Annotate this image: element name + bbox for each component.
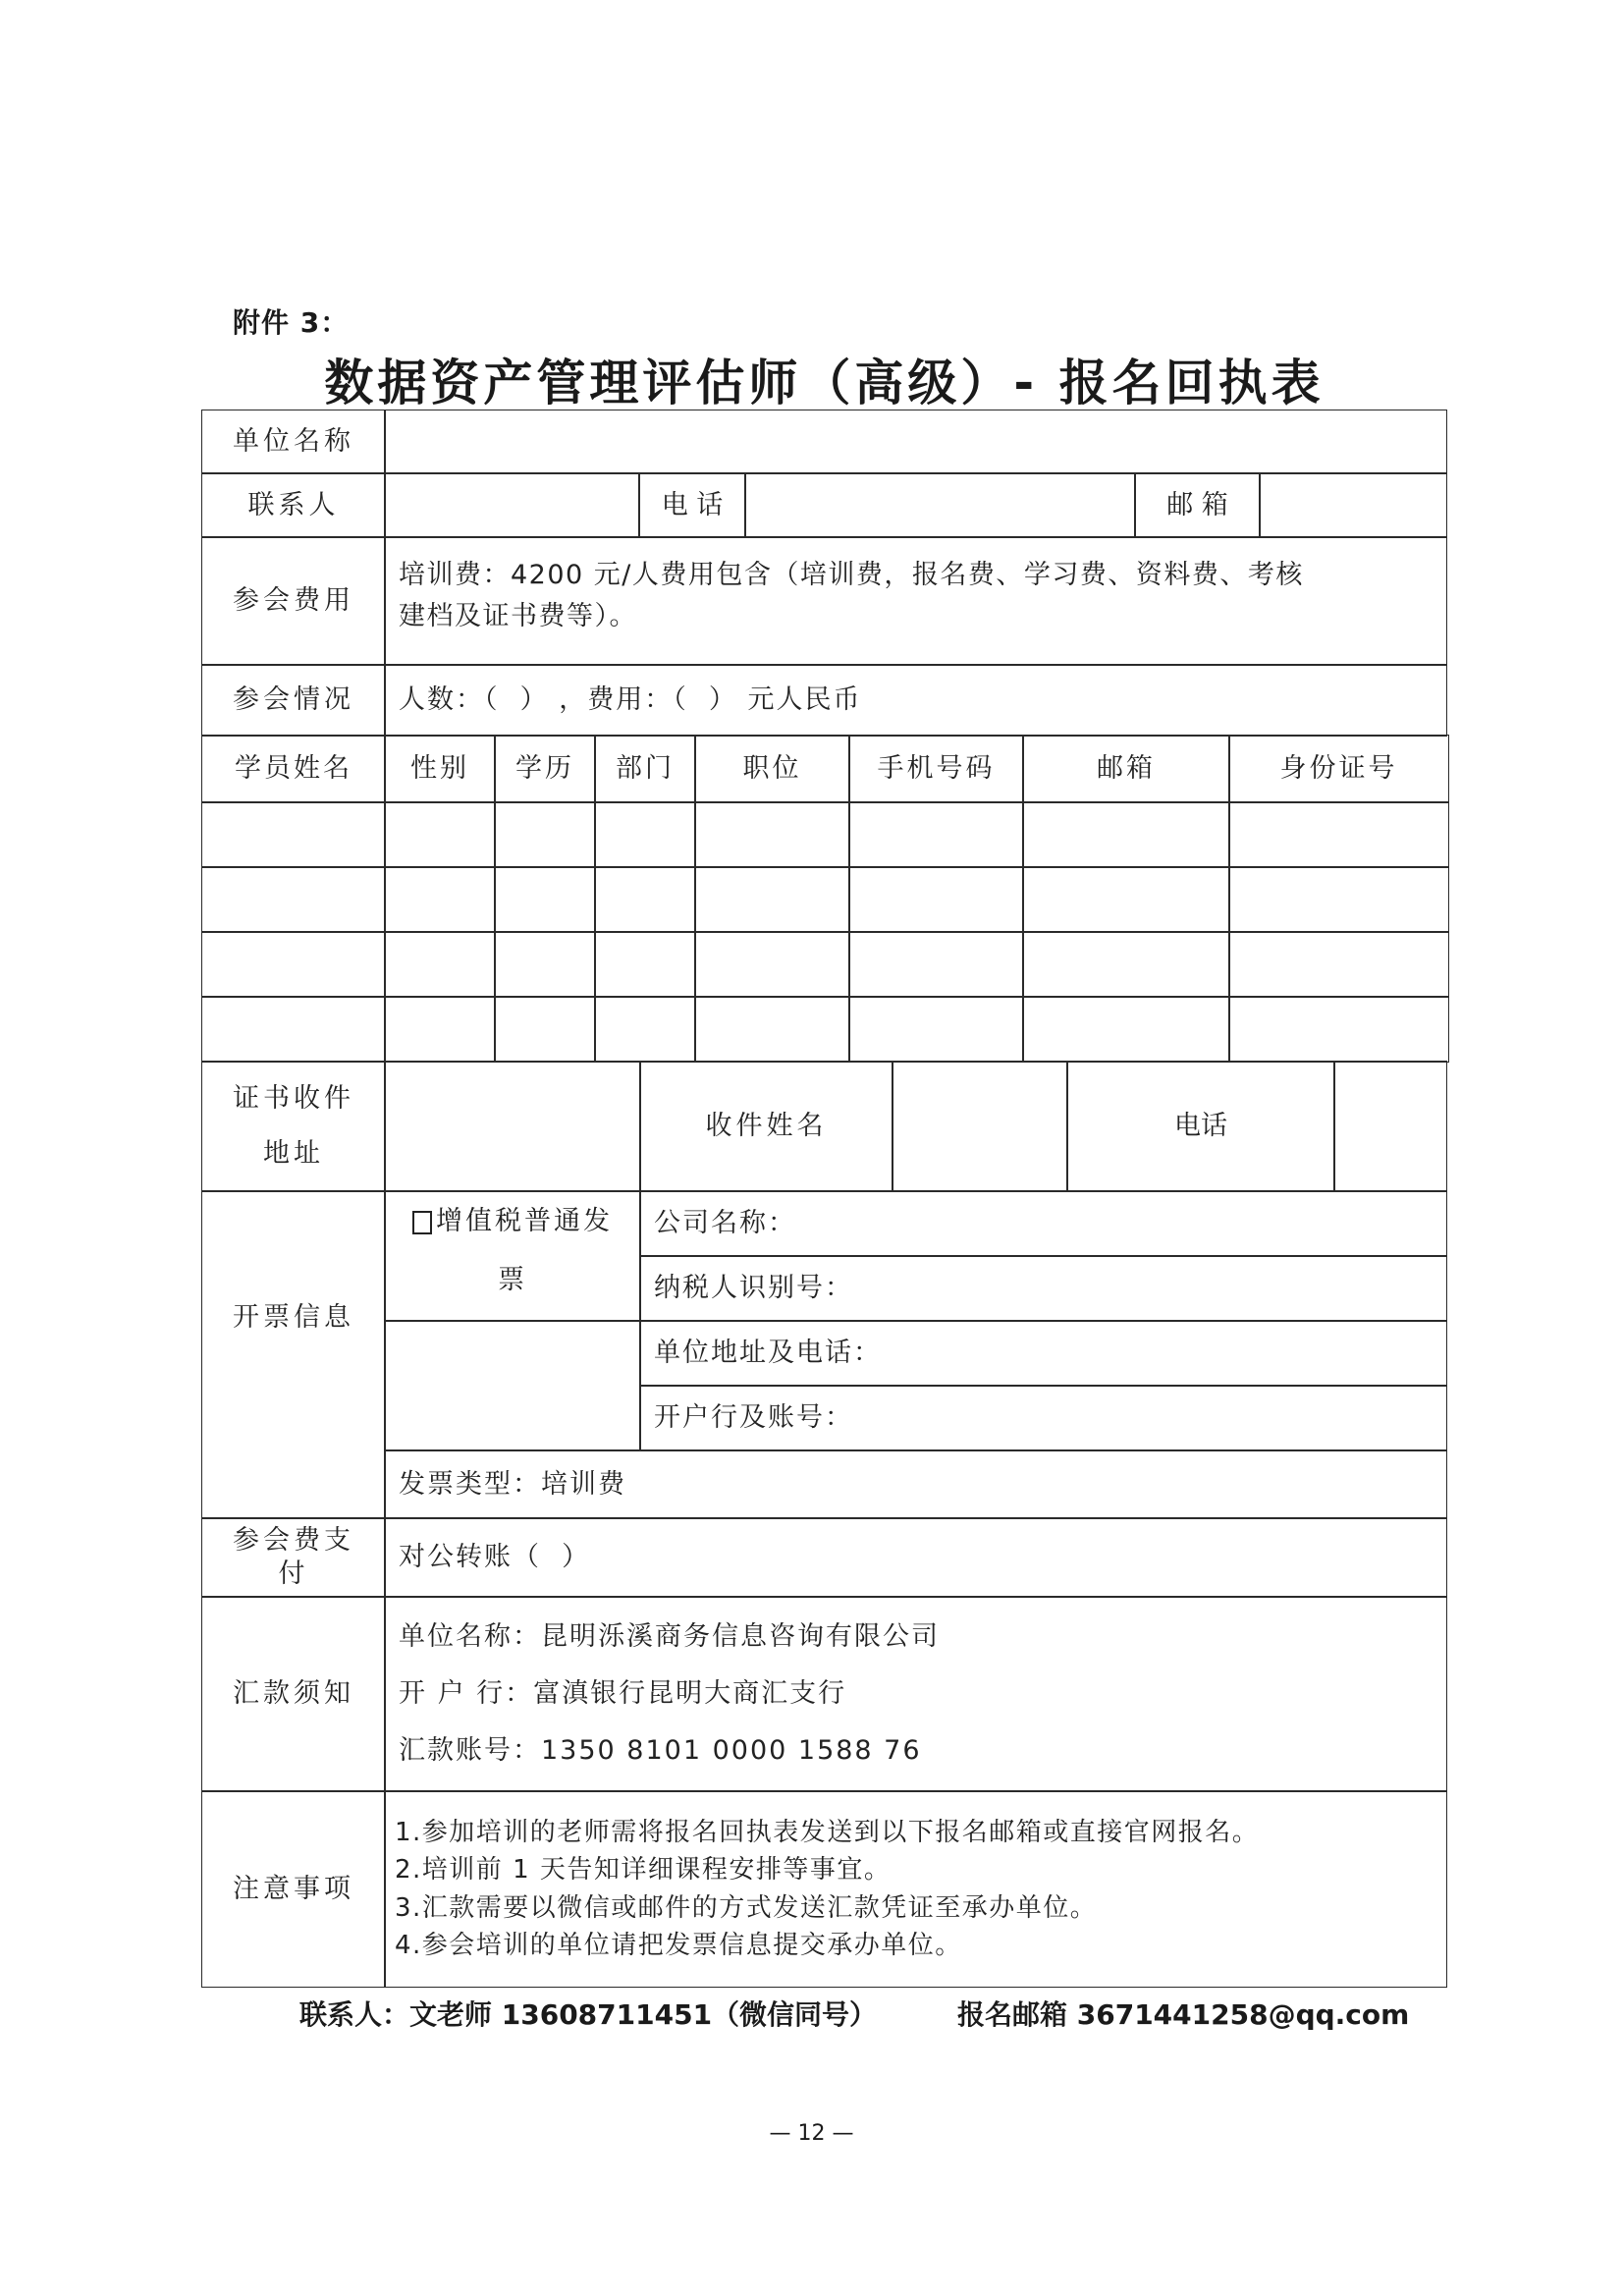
student-header-cell: 部门: [594, 735, 696, 803]
invoice-type: 发票类型：培训费: [384, 1449, 1447, 1519]
cert-address-label: [201, 1061, 386, 1192]
student-cell[interactable]: [1022, 866, 1230, 933]
email-field[interactable]: [1259, 472, 1447, 538]
recipient-phone-label: 电话: [1066, 1061, 1335, 1192]
student-header-cell: 学员姓名: [201, 735, 386, 803]
fee-text-line1: 培训费：4200 元/人费用包含（培训费，报名费、学习费、资料费、考核: [399, 560, 1304, 591]
fee-description: [384, 536, 1447, 666]
note-item: 1.参加培训的老师需将报名回执表发送到以下报名邮箱或直接官网报名。: [395, 1817, 1260, 1847]
student-cell[interactable]: [384, 931, 496, 998]
student-cell[interactable]: [1228, 866, 1449, 933]
contact-label: 联系人: [201, 472, 386, 538]
student-cell[interactable]: [494, 801, 596, 868]
student-cell[interactable]: [494, 931, 596, 998]
payment-label-line2: 付: [278, 1558, 309, 1589]
phone-field[interactable]: [744, 472, 1136, 538]
note-item: 3.汇款需要以微信或邮件的方式发送汇款凭证至承办单位。: [395, 1892, 1098, 1923]
attendance-field[interactable]: 人数：（ ） ，费用：（ ） 元人民币: [384, 664, 1447, 737]
student-header-cell: 职位: [694, 735, 850, 803]
attendance-label: 参会情况: [201, 664, 386, 737]
student-cell[interactable]: [384, 801, 496, 868]
notes-list: [384, 1790, 1447, 1988]
student-cell[interactable]: [694, 866, 850, 933]
cert-label-line1: 证书收件: [233, 1083, 354, 1115]
invoice-option-line1-wrap: [412, 1205, 613, 1238]
invoice-option-line2: 票: [498, 1264, 527, 1295]
invoice-address-phone-field[interactable]: 单位地址及电话：: [639, 1320, 1447, 1387]
student-cell[interactable]: [594, 866, 696, 933]
student-header-cell: 手机号码: [848, 735, 1024, 803]
student-cell[interactable]: [201, 996, 386, 1063]
student-cell[interactable]: [384, 866, 496, 933]
page-title: 数据资产管理评估师（高级）- 报名回执表: [324, 355, 1325, 411]
note-item: 4.参会培训的单位请把发票信息提交承办单位。: [395, 1931, 962, 1960]
payment-label: [201, 1517, 386, 1598]
student-cell[interactable]: [1228, 931, 1449, 998]
email-label: 邮 箱: [1134, 472, 1261, 538]
student-cell[interactable]: [694, 801, 850, 868]
notes-label: 注意事项: [201, 1790, 386, 1988]
invoice-option: [384, 1190, 641, 1322]
student-cell[interactable]: [494, 996, 596, 1063]
student-cell[interactable]: [594, 931, 696, 998]
remit-label: 汇款须知: [201, 1596, 386, 1792]
cert-address-field[interactable]: [384, 1061, 641, 1192]
student-cell[interactable]: [848, 996, 1024, 1063]
note-item: 2.培训前 1 天告知详细课程安排等事宜。: [395, 1855, 892, 1885]
student-header-cell: 性别: [384, 735, 496, 803]
footer-email: 报名邮箱 3671441258@qq.com: [957, 1998, 1410, 2031]
invoice-option-line1: 增值税普通发: [436, 1206, 613, 1236]
remit-line: 开 户 行：富滇银行昆明大商汇支行: [399, 1678, 847, 1710]
student-cell[interactable]: [694, 996, 850, 1063]
student-cell[interactable]: [494, 866, 596, 933]
student-cell[interactable]: [594, 996, 696, 1063]
student-header-cell: 邮箱: [1022, 735, 1230, 803]
student-cell[interactable]: [848, 931, 1024, 998]
fee-text-line2: 建档及证书费等）。: [399, 601, 637, 631]
invoice-option-blank: [384, 1320, 641, 1451]
invoice-taxpayer-id-field[interactable]: 纳税人识别号：: [639, 1255, 1447, 1322]
recipient-phone-field[interactable]: [1333, 1061, 1447, 1192]
student-cell[interactable]: [848, 866, 1024, 933]
payment-method-field[interactable]: 对公转账（ ）: [384, 1517, 1447, 1598]
page-number: — 12 —: [769, 2121, 854, 2146]
vat-invoice-checkbox[interactable]: [412, 1211, 432, 1234]
payment-label-line1: 参会费支: [233, 1525, 354, 1557]
contact-field[interactable]: [384, 472, 640, 538]
unit-name-label: 单位名称: [201, 410, 386, 474]
student-cell[interactable]: [384, 996, 496, 1063]
cert-label-line2: 地址: [263, 1138, 324, 1169]
student-cell[interactable]: [1022, 931, 1230, 998]
student-cell[interactable]: [201, 801, 386, 868]
unit-name-field[interactable]: [384, 410, 1447, 474]
student-cell[interactable]: [1022, 996, 1230, 1063]
student-cell[interactable]: [848, 801, 1024, 868]
student-cell[interactable]: [201, 866, 386, 933]
remit-line: 单位名称：昆明泺溪商务信息咨询有限公司: [399, 1621, 940, 1653]
student-cell[interactable]: [1228, 996, 1449, 1063]
student-cell[interactable]: [201, 931, 386, 998]
invoice-label: 开票信息: [201, 1190, 386, 1519]
student-cell[interactable]: [1022, 801, 1230, 868]
student-cell[interactable]: [594, 801, 696, 868]
remit-line: 汇款账号：1350 8101 0000 1588 76: [399, 1734, 922, 1766]
recipient-name-label: 收件姓名: [639, 1061, 893, 1192]
footer-contact: 联系人：文老师 13608711451（微信同号）: [299, 1998, 878, 2031]
remit-info: [384, 1596, 1447, 1792]
invoice-bank-account-field[interactable]: 开户行及账号：: [639, 1385, 1447, 1451]
recipient-name-field[interactable]: [892, 1061, 1068, 1192]
fee-label: 参会费用: [201, 536, 386, 666]
phone-label: 电 话: [638, 472, 746, 538]
student-header-cell: 身份证号: [1228, 735, 1449, 803]
student-header-cell: 学历: [494, 735, 596, 803]
attachment-label: 附件 3：: [233, 306, 350, 339]
student-cell[interactable]: [694, 931, 850, 998]
invoice-company-name-field[interactable]: 公司名称：: [639, 1190, 1447, 1257]
student-cell[interactable]: [1228, 801, 1449, 868]
